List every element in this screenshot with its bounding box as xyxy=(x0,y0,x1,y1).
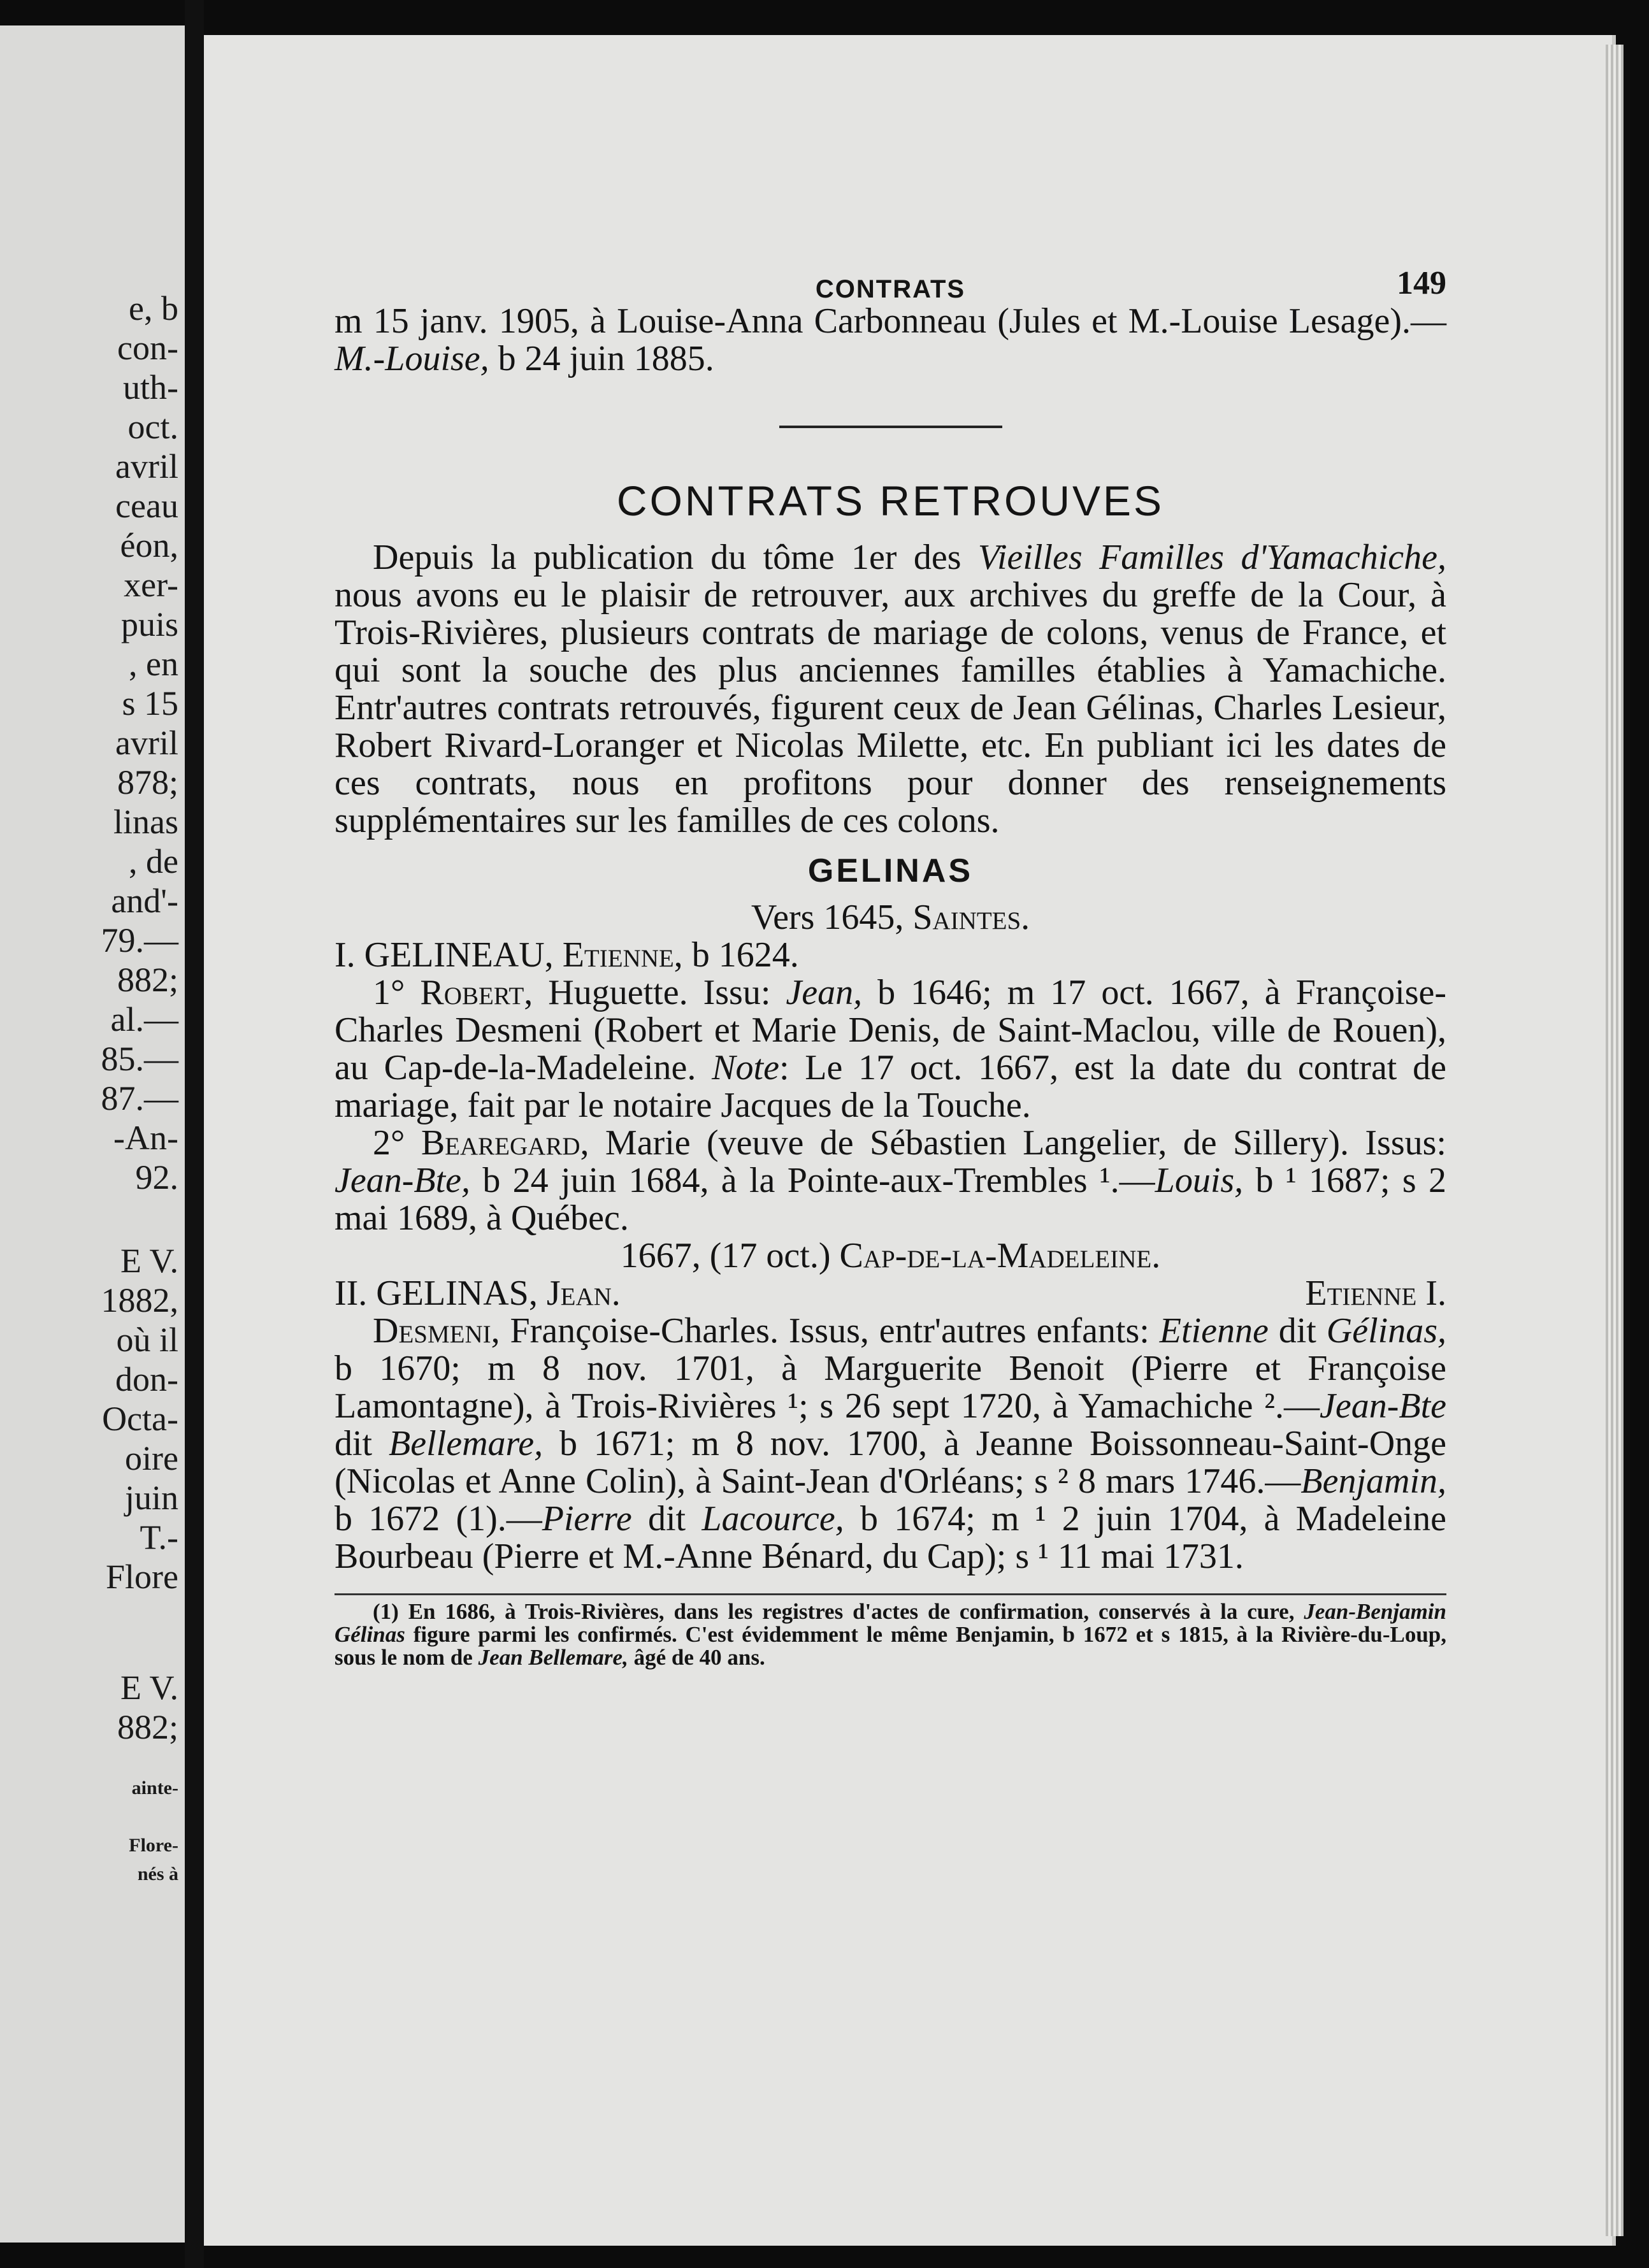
generation-1-surname: I. GELINEAU, xyxy=(335,935,563,975)
left-page-fragment: Flore- xyxy=(129,1835,178,1856)
left-page-fragment: avril xyxy=(115,724,178,762)
desc-text-1: Françoise-Charles. Issus, entr'autres enfants: xyxy=(500,1311,1160,1351)
desc-alias-3: Lacource, xyxy=(702,1499,844,1539)
generation-2-name xyxy=(335,1275,621,1312)
left-page-fragment: avril xyxy=(115,447,178,485)
left-page-strip xyxy=(0,25,185,2243)
desc-alias-2: Bellemare, xyxy=(389,1424,544,1463)
desc-text-5: b 1674; m ¹ 2 juin 1704, à Madeleine Bourbeau (Pierre et M.-Anne Bénard, du Cap); s ¹ 11 mai 1731. xyxy=(335,1499,1446,1576)
footnote xyxy=(335,1600,1446,1669)
left-page-fragment: , en xyxy=(129,645,178,683)
left-page-fragment: oct. xyxy=(127,408,178,446)
left-page-fragment: 882; xyxy=(117,961,178,999)
left-page-fragment: E V. xyxy=(120,1669,178,1707)
left-page-fragment: ainte- xyxy=(131,1777,178,1798)
left-page-fragment: ceau xyxy=(115,487,178,525)
marriage-1-text: Huguette. Issu: xyxy=(533,973,786,1012)
footnote-text-1: (1) En 1686, à Trois-Rivières, dans les registres d'actes de confirmation, conservés à la cure, xyxy=(373,1599,1304,1624)
left-page-fragment: al.— xyxy=(110,1000,178,1038)
left-page-fragment: nés à xyxy=(137,1863,178,1884)
desc-text-2: b 1670; m 8 nov. 1701, à Marguerite Benoit (Pierre et Françoise Lamontagne), à Trois-Rivières ¹; s 26 sept 1720, à Yamachiche ².— xyxy=(335,1349,1446,1426)
marriage-2-details-2: b ¹ 1687; s 2 mai 1689, à Québec. xyxy=(335,1161,1447,1238)
left-page-fragment: 79.— xyxy=(101,921,178,959)
desc-spouse: Desmeni, xyxy=(373,1311,500,1351)
place-line-1 xyxy=(335,899,1446,937)
family-title: GELINAS xyxy=(807,852,974,889)
left-page-fragment: E V. xyxy=(120,1242,178,1280)
left-page-fragment: oire xyxy=(125,1439,178,1477)
generation-1-given: Etienne, xyxy=(562,935,683,975)
marriage-2 xyxy=(335,1124,1446,1237)
marriage-1-note-label: Note xyxy=(712,1048,779,1087)
left-page-fragment: 878; xyxy=(117,763,178,801)
marriage-2-spouse: Bearegard, xyxy=(421,1123,589,1163)
intro-name: M.-Louise, xyxy=(335,339,489,378)
place-line-1-place: Saintes. xyxy=(912,898,1030,937)
left-page-fragment: e, b xyxy=(129,289,178,327)
left-page-fragment: , de xyxy=(129,842,178,880)
generation-2 xyxy=(335,1275,1446,1312)
left-page-fragment: éon, xyxy=(120,526,178,564)
left-page-fragment: don- xyxy=(115,1360,178,1398)
left-page-fragment: juin xyxy=(124,1479,178,1517)
left-page-fragment: linas xyxy=(113,803,178,841)
place-line-2-date: 1667, (17 oct.) xyxy=(620,1236,840,1275)
marriage-2-child-2: Louis, xyxy=(1155,1161,1244,1200)
left-page-fragment: où il xyxy=(116,1321,178,1359)
desc-child-1: Etienne xyxy=(1159,1311,1269,1351)
marriage-1-num: 1° xyxy=(373,973,421,1012)
marriage-1-spouse: Robert, xyxy=(420,973,533,1012)
running-head xyxy=(335,245,1446,303)
footnote-name-2: Jean Bellemare, xyxy=(478,1645,628,1670)
marriage-2-num: 2° xyxy=(373,1123,421,1163)
generation-2-given: Jean. xyxy=(546,1274,621,1313)
place-line-1-date: Vers 1645, xyxy=(751,898,913,937)
desc-text-4: b 1672 (1).— xyxy=(335,1499,542,1539)
book-page xyxy=(204,35,1616,2246)
marriage-2-text: Marie (veuve de Sébastien Langelier, de Sillery). Issus: xyxy=(589,1123,1446,1163)
section-text-2: nous avons eu le plaisir de retrouver, aux archives du greffe de la Cour, à Trois-Rivières, plusieurs contrats de mariage de colons, venus de France, et qui sont la souche des plus anciennes familles établies à Yamachiche. Entr'autres contrats retrouvés, figurent ceux de Jean Gélinas, Charles Lesieur, Robert Rivard-Loranger et Nicolas Milette, etc. En publiant ici les dates de ces contrats, nous en profitons pour donner des renseignements supplémentaires sur les familles de ces colons. xyxy=(335,575,1446,840)
section-text-1: Depuis la publication du tôme 1er des xyxy=(373,538,978,577)
left-page-fragment: Octa- xyxy=(102,1400,178,1438)
intro-text: m 15 janv. 1905, à Louise-Anna Carbonneau (Jules et M.-Louise Lesage).— xyxy=(335,301,1446,341)
desc-dit-2: dit xyxy=(335,1424,389,1463)
place-line-2 xyxy=(335,1237,1446,1275)
generation-1-birth: b 1624. xyxy=(682,935,799,975)
section-title: CONTRATS RETROUVES xyxy=(616,477,1165,524)
marriage-2-details-1: b 24 juin 1684, à la Pointe-aux-Trembles ¹.— xyxy=(470,1161,1155,1200)
generation-2-surname: II. GELINAS, xyxy=(335,1274,547,1313)
left-page-fragment: puis xyxy=(120,605,178,643)
marriage-2-child-1: Jean-Bte, xyxy=(335,1161,470,1200)
section-paragraph xyxy=(335,539,1446,840)
section-divider xyxy=(779,426,1002,428)
generation-2-parent: Etienne I. xyxy=(1305,1274,1446,1313)
page-number: 149 xyxy=(1397,265,1446,301)
footnote-text-3: âgé de 40 ans. xyxy=(628,1645,765,1670)
place-line-2-place: Cap-de-la-Madeleine. xyxy=(839,1236,1161,1275)
page-content xyxy=(335,245,1446,1669)
desc-child-4: Pierre xyxy=(542,1499,632,1539)
left-page-fragment: uth- xyxy=(123,368,178,406)
marriage-1-child: Jean, xyxy=(786,973,863,1012)
left-page-fragment: 85.— xyxy=(101,1040,178,1078)
left-page-fragment: 1882, xyxy=(101,1281,178,1319)
left-page-fragment: Flore xyxy=(106,1558,178,1596)
left-page-fragment: s 15 xyxy=(122,684,178,722)
left-page-fragment: 87.— xyxy=(101,1079,178,1117)
desc-dit-3: dit xyxy=(631,1499,702,1539)
footnote-rule xyxy=(335,1593,1446,1595)
left-page-fragment: 882; xyxy=(117,1708,178,1746)
marriage-1-note: : Le 17 oct. 1667, est la date du contrat de mariage, fait par le notaire Jacques de la Touche. xyxy=(335,1048,1446,1125)
left-page-fragment: T.- xyxy=(140,1518,178,1556)
generation-1 xyxy=(335,937,1446,974)
desc-alias-1: Gélinas, xyxy=(1326,1311,1446,1351)
marriage-1 xyxy=(335,974,1446,1124)
book-spine xyxy=(185,0,204,2268)
page-edge xyxy=(1606,45,1624,2236)
intro-date: b 24 juin 1885. xyxy=(489,339,714,378)
desc-child-2: Jean-Bte xyxy=(1320,1386,1446,1426)
desc-child-3: Benjamin, xyxy=(1300,1461,1446,1501)
left-page-fragment: -An- xyxy=(113,1119,178,1157)
marriage-1-details: b 1646; m 17 oct. 1667, à Françoise-Charles Desmeni (Robert et Marie Denis, de Saint-Maclou, ville de Rouen), au Cap-de-la-Madeleine. xyxy=(335,973,1447,1087)
footnote-text-2: figure parmi les confirmés. C'est évidemment le même Benjamin, b 1672 et s 1815, à la Rivière-du-Loup, sous le nom de xyxy=(335,1622,1446,1670)
left-page-fragment: and'- xyxy=(111,882,178,920)
running-head-title: CONTRATS xyxy=(815,275,966,303)
left-page-fragment: xer- xyxy=(124,566,178,604)
left-page-fragment: con- xyxy=(117,329,178,367)
intro-paragraph xyxy=(335,303,1446,378)
left-page-fragment: 92. xyxy=(135,1158,178,1196)
desc-text-3: b 1671; m 8 nov. 1700, à Jeanne Boissonneau-Saint-Onge (Nicolas et Anne Colin), à Saint-Jean d'Orléans; s ² 8 mars 1746.— xyxy=(335,1424,1446,1501)
desc-dit-1: dit xyxy=(1268,1311,1327,1351)
section-book-title: Vieilles Familles d'Yamachiche, xyxy=(977,538,1447,577)
descendants-paragraph xyxy=(335,1312,1446,1575)
footnote-name-1: Jean-Benjamin Gélinas xyxy=(335,1599,1446,1647)
